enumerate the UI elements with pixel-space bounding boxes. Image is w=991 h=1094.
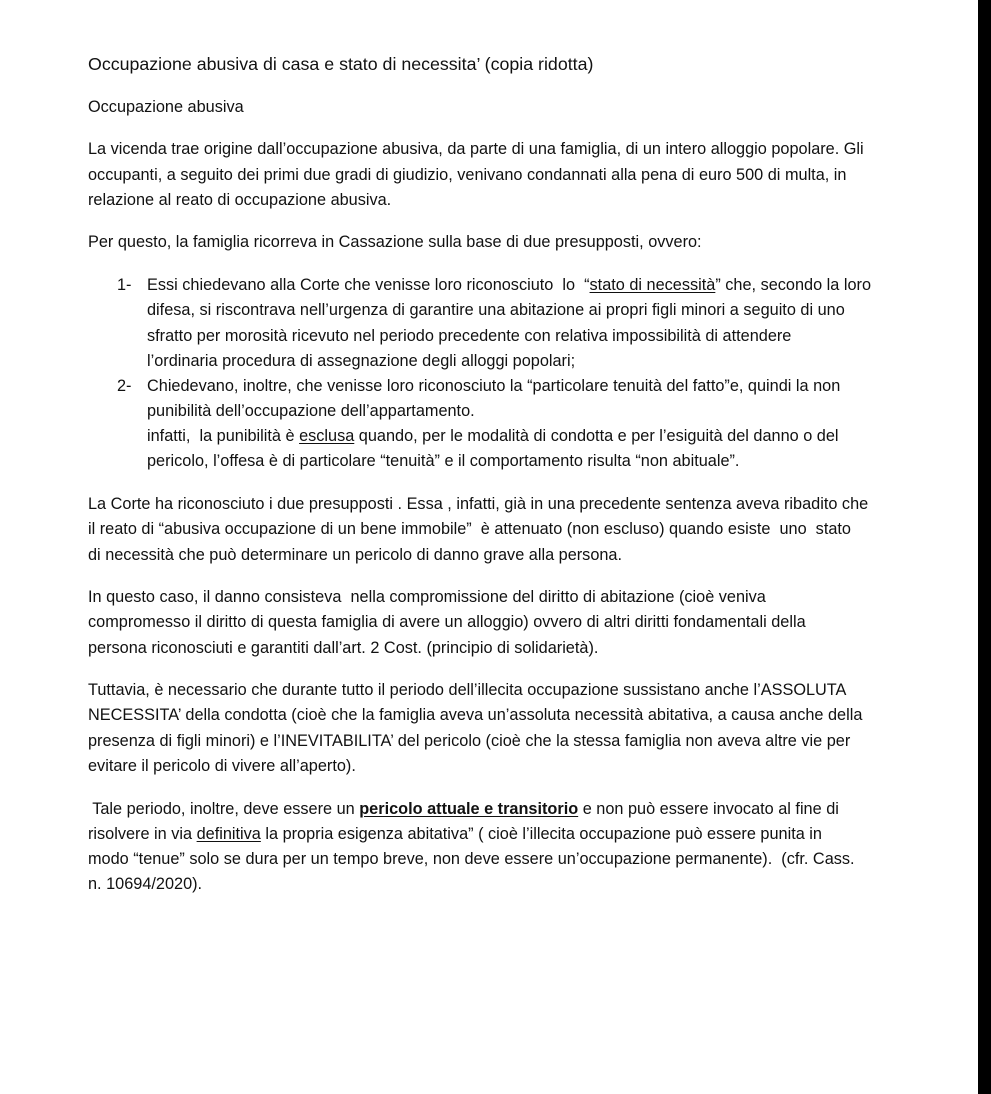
text-line: Per questo, la famiglia ricorreva in Cassazione sulla base di due presupposti, ovvero:: [88, 233, 702, 252]
paragraph-harm: [88, 585, 968, 661]
bold-underlined-term: pericolo attuale e transitorio: [359, 799, 579, 818]
paragraph-lead-in: [88, 230, 968, 255]
text-line: La Corte ha riconosciuto i due presupposti . Essa , infatti, già in una precedente sentenza aveva ribadito che: [88, 495, 869, 514]
underlined-term: esclusa: [299, 427, 355, 446]
text-run: Tale periodo, inoltre, deve essere un: [88, 799, 360, 818]
text-run: la propria esigenza abitativa” ( cioè l’illecita occupazione può essere punita in: [260, 824, 822, 843]
window-edge-bar: [978, 0, 991, 1094]
text-run: ” che, secondo la loro: [715, 276, 872, 295]
underlined-term: definitiva: [196, 824, 261, 843]
text-run: risolvere in via: [88, 824, 197, 843]
text-line: Chiedevano, inoltre, che venisse loro riconosciuto la “particolare tenuità del fatto”e, quindi la non: [147, 376, 841, 395]
text-line: relazione al reato di occupazione abusiva.: [88, 190, 392, 209]
text-line: occupanti, a seguito dei primi due gradi di giudizio, venivano condannati alla pena di euro 500 di multa, in: [88, 165, 847, 184]
list-marker: 1-: [117, 276, 132, 295]
paragraph-conditions: [88, 678, 968, 779]
text-line: La vicenda trae origine dall’occupazione abusiva, da parte di una famiglia, di un intero alloggio popolare. Gli: [88, 140, 864, 159]
text-line: difesa, si riscontrava nell’urgenza di garantire una abitazione ai propri figli minori a seguito di uno: [147, 301, 845, 320]
text-line: n. 10694/2020).: [88, 875, 203, 894]
text-run: infatti, la punibilità è: [147, 427, 300, 446]
text-line: [88, 797, 968, 822]
text-run: quando, per le modalità di condotta e per l’esiguità del danno o del: [354, 427, 839, 446]
list-marker: 2-: [117, 376, 132, 395]
text-line: di necessità che può determinare un pericolo di danno grave alla persona.: [88, 545, 623, 564]
text-run: Essi chiedevano alla Corte che venisse loro riconosciuto lo “: [147, 276, 590, 295]
text-line: [147, 424, 968, 449]
text-line: Tuttavia, è necessario che durante tutto il periodo dell’illecita occupazione sussistano anche l’ASSOLUTA: [88, 681, 847, 700]
section-heading-text: Occupazione abusiva: [88, 97, 244, 116]
text-line: compromesso il diritto di questa famiglia di avere un alloggio) ovvero di altri diritti fondamentali della: [88, 613, 806, 632]
text-line: [147, 273, 968, 298]
section-heading: [88, 95, 968, 120]
text-line: persona riconosciuti e garantiti dall’art. 2 Cost. (principio di solidarietà).: [88, 638, 599, 657]
text-line: NECESSITA’ della condotta (cioè che la famiglia aveva un’assoluta necessità abitativa, a causa anche della: [88, 706, 863, 725]
text-line: evitare il pericolo di vivere all’aperto).: [88, 756, 356, 775]
text-line: [88, 822, 968, 847]
title-text: Occupazione abusiva di casa e stato di necessita’ (copia ridotta): [88, 54, 594, 74]
text-line: modo “tenue” solo se dura per un tempo breve, non deve essere un’occupazione permanente). (cfr. Cass.: [88, 849, 855, 868]
paragraph-conclusion: [88, 797, 968, 898]
underlined-term: stato di necessità: [589, 276, 716, 295]
text-line: In questo caso, il danno consisteva nella compromissione del diritto di abitazione (cioè veniva: [88, 588, 766, 607]
text-line: punibilità dell’occupazione dell’appartamento.: [147, 402, 475, 421]
text-line: l’ordinaria procedura di assegnazione degli alloggi popolari;: [147, 351, 576, 370]
document-title: [88, 52, 968, 77]
text-line: il reato di “abusiva occupazione di un bene immobile” è attenuato (non escluso) quando esiste uno stato: [88, 520, 851, 539]
text-line: sfratto per morosità ricevuto nel periodo precedente con relativa impossibilità di attendere: [147, 326, 792, 345]
list-item: [88, 374, 968, 475]
paragraph-ruling: [88, 492, 968, 568]
list-item: [88, 273, 968, 374]
text-line: presenza di figli minori) e l’INEVITABILITA’ del pericolo (cioè che la stessa famiglia non aveva altre vie per: [88, 731, 851, 750]
text-run: e non può essere invocato al fine di: [578, 799, 839, 818]
text-line: pericolo, l’offesa è di particolare “tenuità” e il comportamento risulta “non abituale”.: [147, 452, 740, 471]
document-body: [88, 52, 968, 915]
paragraph-intro: [88, 137, 968, 213]
numbered-list: [88, 273, 968, 475]
